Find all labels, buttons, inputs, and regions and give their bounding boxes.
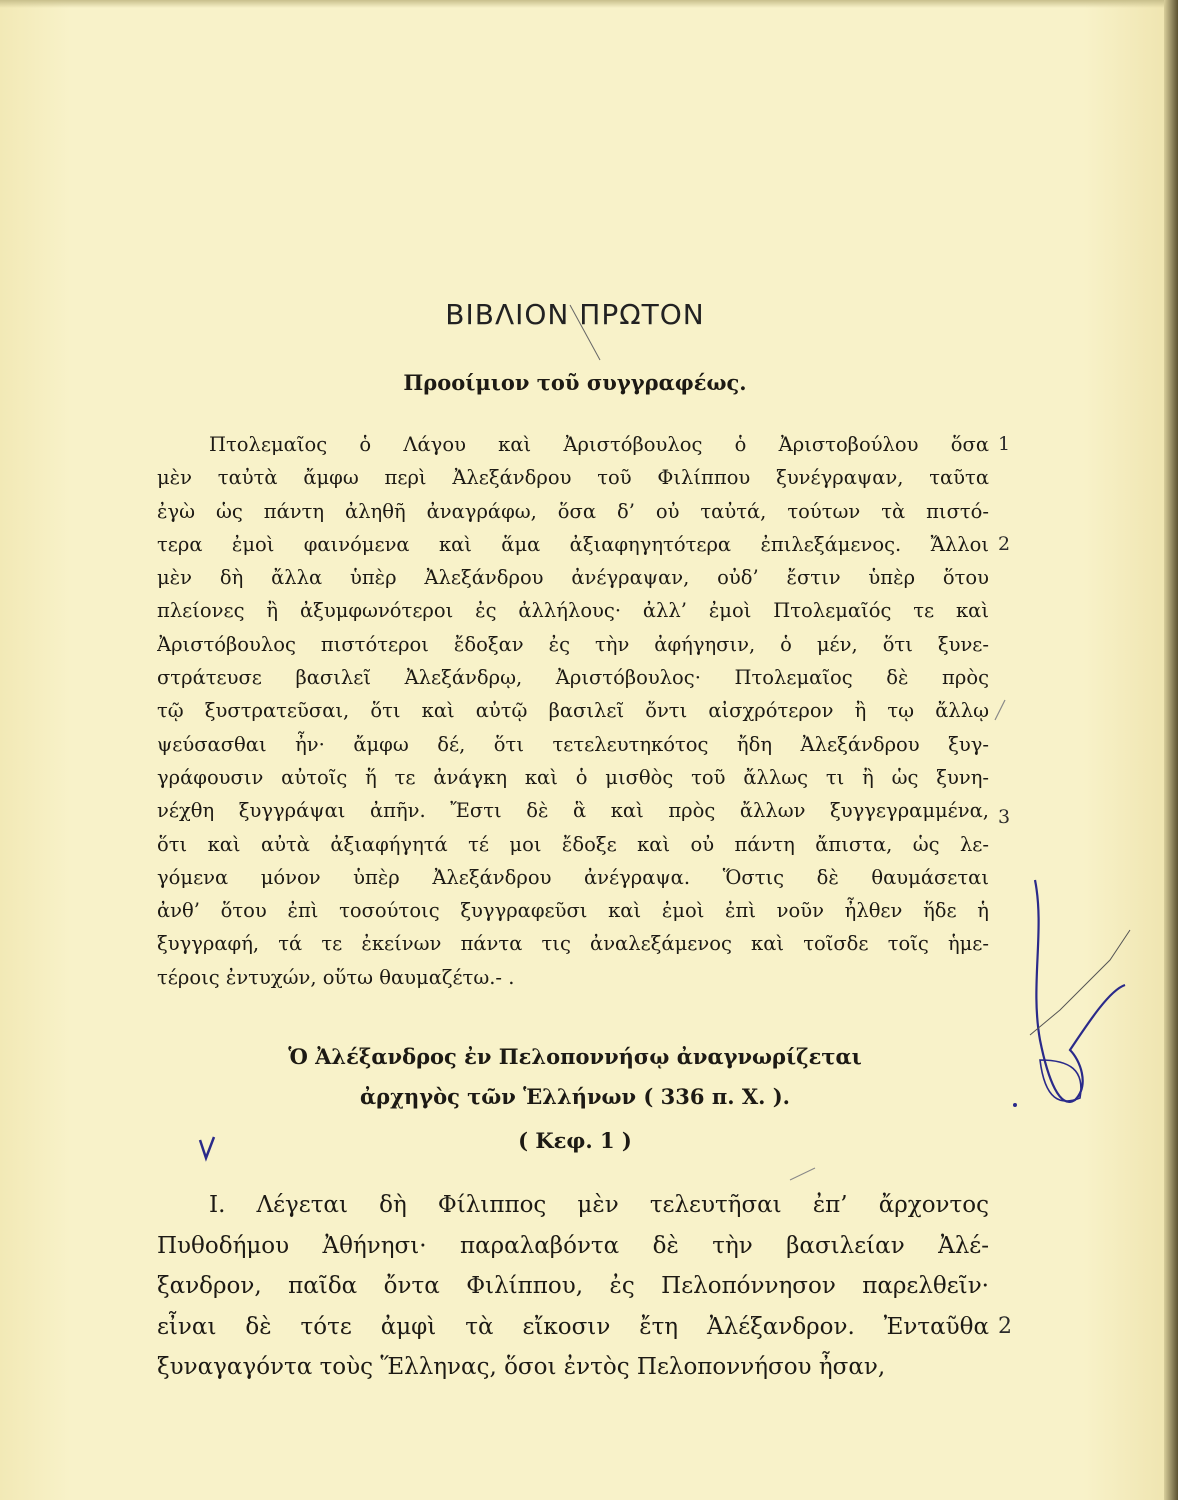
text-line: ψεύσασθαι ἦν· ἄμφω δέ, ὅτι τετελευτηκότος ἤδη Ἀλεξάνδρου ξυγ- xyxy=(157,732,989,756)
margin-number: 2 xyxy=(998,1314,1012,1339)
text-line: τερα ἐμοὶ φαινόμενα καὶ ἅμα ἀξιαφηγητότερα ἐπιλεξάμενος. Ἄλλοι xyxy=(157,532,989,556)
page-top-edge xyxy=(0,0,1178,8)
preface-paragraph xyxy=(157,428,989,994)
text-line: ξυγγραφή, τά τε ἐκείνων πάντα τις ἀναλεξάμενος καὶ τοῖσδε τοῖς ἡμε- xyxy=(157,932,989,956)
text-line: στράτευσε βασιλεῖ Ἀλεξάνδρῳ, Ἀριστόβουλος· Πτολεμαῖος δὲ πρὸς xyxy=(157,666,989,690)
text-line: ὅτι καὶ αὐτὰ ἀξιαφήγητά τέ μοι ἔδοξε καὶ οὐ πάντη ἄπιστα, ὡς λε- xyxy=(157,832,989,856)
book-title: ΒΙΒΛΙΟΝ ΠΡΩΤΟΝ xyxy=(445,298,705,331)
text-line: ἀνθ’ ὅτου ἐπὶ τοσούτοις ξυγγραφεῦσι καὶ ἐμοὶ ἐπὶ νοῦν ἦλθεν ἥδε ἡ xyxy=(157,899,989,923)
text-line: μὲν ταὐτὰ ἄμφω περὶ Ἀλεξάνδρου τοῦ Φιλίππου ξυνέγραψαν, ταῦτα xyxy=(157,466,989,490)
text-line: Ἀριστόβουλος πιστότεροι ἔδοξαν ἐς τὴν ἀφήγησιν, ὁ μέν, ὅτι ξυνε- xyxy=(157,632,989,656)
page-right-edge xyxy=(1164,0,1178,1500)
text-line: ξυναγαγόντα τοὺς Ἕλληνας, ὅσοι ἐντὸς Πελοποννήσου ἦσαν, xyxy=(157,1354,886,1381)
text-line: εἶναι δὲ τότε ἀμφὶ τὰ εἴκοσιν ἔτη Ἀλέξανδρον. Ἐνταῦθα xyxy=(157,1313,989,1340)
text-line: τέροις ἐντυχών, οὕτω θαυμαζέτω.- . xyxy=(157,965,515,989)
text-line: γόμενα μόνον ὑπὲρ Ἀλεξάνδρου ἀνέγραψα. Ὅστις δὲ θαυμάσεται xyxy=(157,865,989,889)
text-line: Πυθοδήμου Ἀθήνησι· παραλαβόντα δὲ τὴν βασιλείαν Ἀλέ- xyxy=(157,1232,989,1259)
chapter-reference: ( Κεφ. 1 ) xyxy=(518,1128,632,1153)
text-line: Πτολεμαῖος ὁ Λάγου καὶ Ἀριστόβουλος ὁ Ἀριστοβούλου ὅσα xyxy=(209,433,989,456)
text-line: ξανδρον, παῖδα ὄντα Φιλίππου, ἐς Πελοπόννησον παρελθεῖν· xyxy=(157,1273,989,1300)
chapter-heading-line2: ἀρχηγὸς τῶν Ἑλλήνων ( 336 π. Χ. ). xyxy=(360,1084,790,1109)
chapter-heading-line1: Ὁ Ἀλέξανδρος ἐν Πελοποννήσῳ ἀναγνωρίζεται xyxy=(288,1044,862,1069)
margin-number: 1 xyxy=(998,433,1011,455)
preface-title: Προοίμιον τοῦ συγγραφέως. xyxy=(403,370,747,395)
text-line: μὲν δὴ ἄλλα ὑπὲρ Ἀλεξάνδρου ἀνέγραψαν, οὐδ’ ἔστιν ὑπὲρ ὅτου xyxy=(157,566,989,590)
text-line: πλείονες ἢ ἀξυμφωνότεροι ἐς ἀλλήλους· ἀλλ’ ἐμοὶ Πτολεμαῖός τε καὶ xyxy=(157,599,989,623)
text-line: τῷ ξυστρατεῦσαι, ὅτι καὶ αὐτῷ βασιλεῖ ὄντι αἰσχρότερον ἢ τῳ ἄλλῳ xyxy=(157,699,989,723)
text-line: νέχθη ξυγγράψαι ἀπῆν. Ἔστι δὲ ἃ καὶ πρὸς ἄλλων ξυγγεγραμμένα, xyxy=(157,799,989,823)
text-line: I. Λέγεται δὴ Φίλιππος μὲν τελευτῆσαι ἐπ’ ἄρχοντος xyxy=(209,1192,989,1218)
text-line: γράφουσιν αὐτοῖς ἥ τε ἀνάγκη καὶ ὁ μισθὸς τοῦ ἄλλως τι ἢ ὡς ξυνη- xyxy=(157,765,989,789)
margin-number: 3 xyxy=(998,806,1011,828)
margin-number: 2 xyxy=(998,533,1011,555)
chapter-paragraph xyxy=(157,1185,989,1388)
text-line: ἐγὼ ὡς πάντη ἀληθῆ ἀναγράφω, ὅσα δ’ οὐ ταὐτά, τούτων τὰ πιστό- xyxy=(157,499,989,523)
